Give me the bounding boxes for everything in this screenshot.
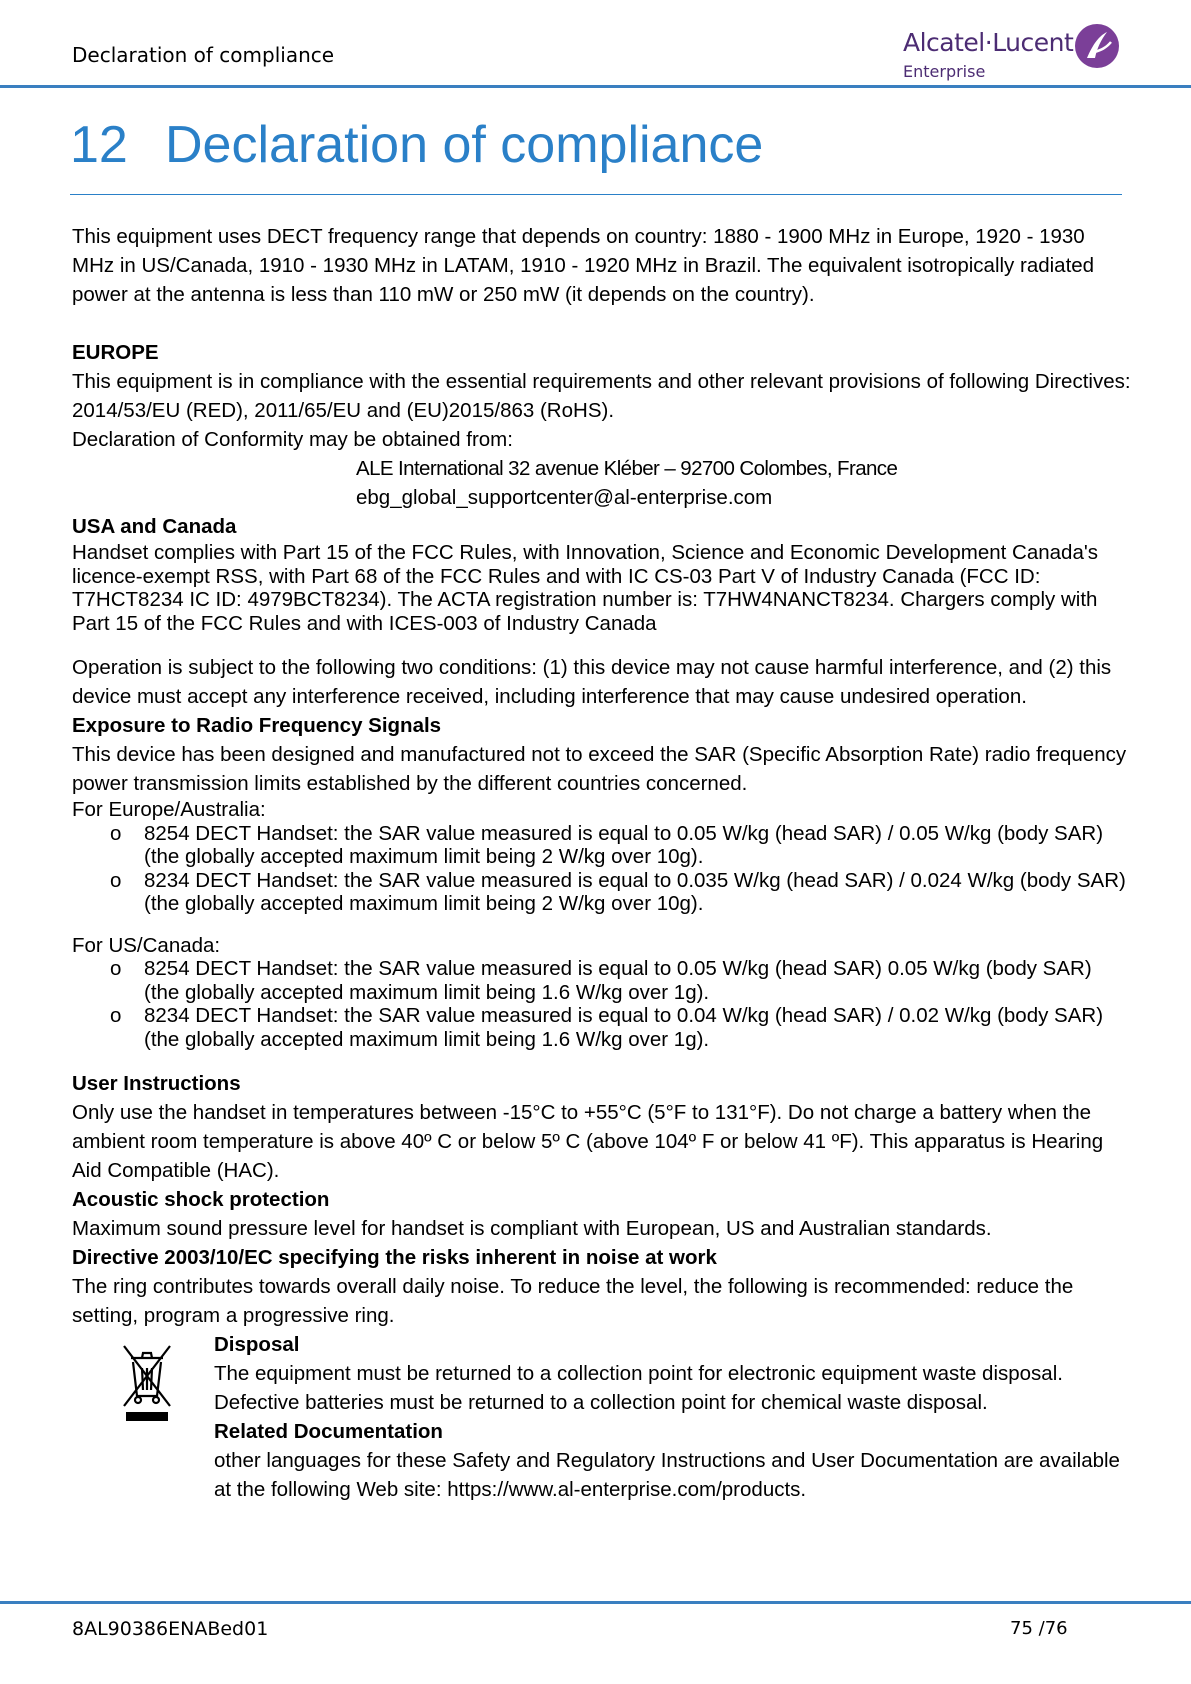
europe-address: ALE International 32 avenue Kléber – 92700 Colombes, France [356,457,898,480]
weee-crossed-bin-icon [118,1340,176,1424]
page-number: 75 /76 [1010,1618,1068,1639]
disposal-text-1: The equipment must be returned to a collection point for electronic equipment waste disposal. [214,1362,1063,1385]
brand-logo [903,22,1123,84]
exposure-heading: Exposure to Radio Frequency Signals [72,714,442,737]
header-rule [0,85,1191,88]
disposal-heading: Disposal [214,1333,300,1356]
usa-text: Handset complies with Part 15 of the FCC Rules, with Innovation, Science and Economic Development Canada's licence-exempt RSS, with Part 68 of the FCC Rules and with IC CS-03 Part V of Industry Canada (FCC ID: T7HCT8234 IC ID: 4979BCT8234). The ACTA registration number is: T7HW4NANCT8234. Chargers comply with Part 15 of the FCC Rules and with ICES-003 of Industry Canada [72,541,1099,635]
list-item-text: 8254 DECT Handset: the SAR value measured is equal to 0.05 W/kg (head SAR) 0.05 W/kg (body SAR) (the globally accepted maximum limit being 1.6 W/kg over 1g). [144,957,1092,1004]
list-item [72,869,1132,916]
chapter-number: 12 [70,116,128,174]
list-item-text: 8234 DECT Handset: the SAR value measured is equal to 0.035 W/kg (head SAR) / 0.024 W/kg (body SAR) (the globally accepted maximum limit being 2 W/kg over 10g). [144,868,1126,915]
header-title: Declaration of compliance [72,43,335,67]
disposal-section [72,1330,1132,1504]
disposal-text-2: Defective batteries must be returned to a collection point for chemical waste disposal. [214,1391,988,1414]
sar-europe-list [72,822,1132,916]
bullet: o [110,821,122,845]
logo-brand-text: Alcatel·Lucent [903,28,1074,57]
related-heading: Related Documentation [214,1420,443,1443]
list-item [72,957,1132,1004]
europe-conformity: Declaration of Conformity may be obtained from: [72,428,513,451]
footer-rule [0,1601,1191,1604]
bullet: o [110,868,122,892]
list-item-text: 8254 DECT Handset: the SAR value measured is equal to 0.05 W/kg (head SAR) / 0.05 W/kg (body SAR) (the globally accepted maximum limit being 2 W/kg over 10g). [144,821,1104,868]
chapter-heading [70,115,763,175]
acoustic-text: Maximum sound pressure level for handset is compliant with European, US and Australian standards. [72,1217,992,1240]
europe-text: This equipment is in compliance with the essential requirements and other relevant provisions of following Directives: 2014/53/EU (RED), 2011/65/EU and (EU)2015/863 (RoHS). [72,370,1131,422]
exposure-europe-label: For Europe/Australia: [72,798,266,821]
europe-email: ebg_global_supportcenter@al-enterprise.com [356,486,773,509]
usa-heading: USA and Canada [72,515,237,538]
related-text: other languages for these Safety and Regulatory Instructions and User Documentation are available at the following Web site: https://www.al-enterprise.com/products. [214,1449,1120,1501]
europe-heading: EUROPE [72,341,159,364]
bullet: o [110,1004,122,1027]
disposal-text-block [72,1330,1132,1504]
list-item-text: 8234 DECT Handset: the SAR value measured is equal to 0.04 W/kg (head SAR) / 0.02 W/kg (body SAR) (the globally accepted maximum limit being 1.6 W/kg over 1g). [144,1004,1104,1051]
alcatel-lucent-logo-icon [1073,22,1121,70]
logo-sub-text: Enterprise [903,62,986,81]
list-item [72,1004,1132,1051]
user-instructions-heading: User Instructions [72,1072,241,1095]
bullet: o [110,957,122,980]
intro-paragraph: This equipment uses DECT frequency range that depends on country: 1880 - 1900 MHz in Europe, 1920 - 1930 MHz in US/Canada, 1910 - 1930 MHz in LATAM, 1910 - 1920 MHz in Brazil. The equivalent isotropically radiated power at the antenna is less than 110 mW or 250 mW (it depends on the country). [72,225,1095,306]
document-id: 8AL90386ENABed01 [72,1618,269,1640]
acoustic-heading: Acoustic shock protection [72,1188,330,1211]
chapter-rule [70,194,1122,195]
user-instructions-text: Only use the handset in temperatures between -15°C to +55°C (5°F to 131°F). Do not charge a battery when the ambient room temperature is above 40º C or below 5º C (above 104º F or below 41 ºF). This apparatus is Hearing Aid Compatible (HAC). [72,1101,1104,1182]
directive-heading: Directive 2003/10/EC specifying the risks inherent in noise at work [72,1246,717,1269]
chapter-title: Declaration of compliance [165,116,764,174]
exposure-us-label: For US/Canada: [72,933,221,957]
exposure-text: This device has been designed and manufactured not to exceed the SAR (Specific Absorption Rate) radio frequency power transmission limits established by the different countries concerned. [72,743,1127,795]
directive-text: The ring contributes towards overall daily noise. To reduce the level, the following is recommended: reduce the setting, program a progressive ring. [72,1275,1074,1327]
sar-us-list [72,957,1132,1051]
page-content [72,222,1132,1504]
usa-operation: Operation is subject to the following two conditions: (1) this device may not cause harmful interference, and (2) this device must accept any interference received, including interference that may cause undesired operation. [72,656,1112,708]
list-item [72,822,1132,869]
